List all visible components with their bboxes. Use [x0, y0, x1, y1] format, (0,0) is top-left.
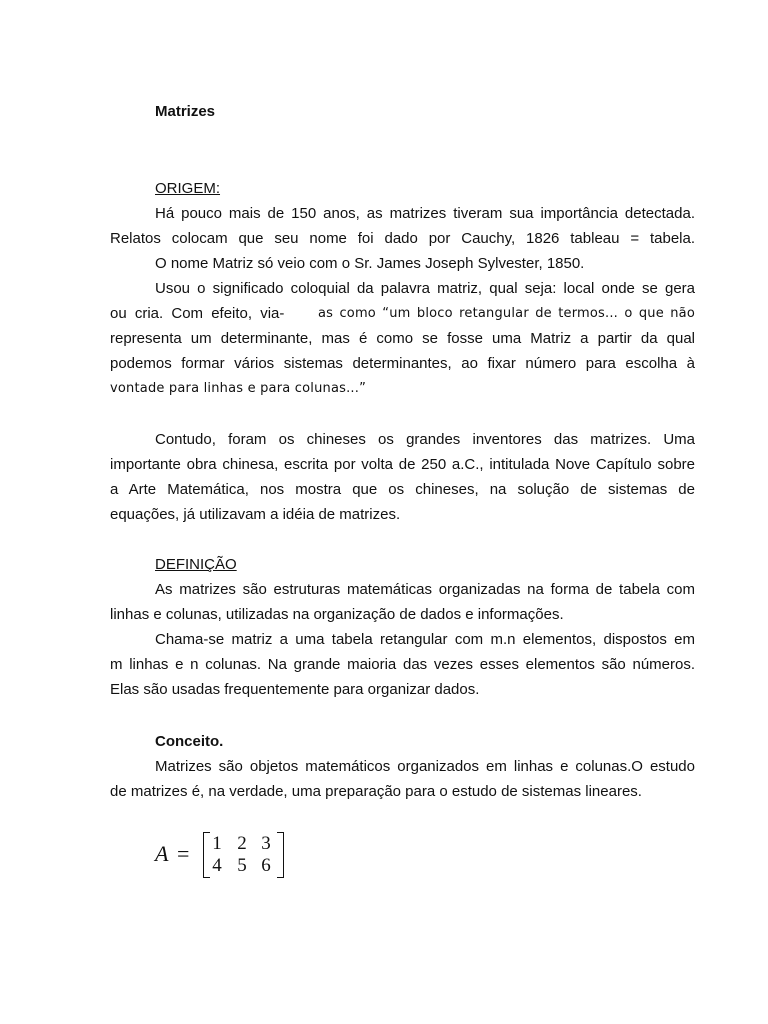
origem-text-line: a Arte Matemática, nos mostra que os chineses, na solução de sistemas de [110, 481, 695, 498]
matrix-name: A [155, 841, 169, 866]
origem-text-line: podemos formar vários sistemas determinantes, ao fixar número para escolha à [110, 355, 695, 372]
definicao-heading: DEFINIÇÃO [155, 556, 237, 573]
matrix-cell: 1 [212, 833, 222, 854]
origem-heading: ORIGEM: [155, 180, 221, 197]
conceito-text-line: Matrizes são objetos matemáticos organizados em linhas e colunas.O estudo [155, 758, 695, 775]
definicao-text-line: Chama-se matriz a uma tabela retangular com m.n elementos, dispostos em [155, 631, 695, 648]
matrix-cell: 6 [261, 855, 271, 876]
matrix-cell: 4 [212, 855, 222, 876]
definicao-text-line: As matrizes são estruturas matemáticas organizadas na forma de tabela com [155, 581, 695, 598]
origem-text-line: Contudo, foram os chineses os grandes inventores das matrizes. Uma [155, 431, 695, 448]
definicao-text-line: Elas são usadas frequentemente para organizar dados. [110, 681, 480, 698]
matrix-cell: 5 [237, 855, 247, 876]
origem-text-line: importante obra chinesa, escrita por volta de 250 a.C., intitulada Nove Capítulo sobre [110, 456, 695, 473]
origem-text-line: Relatos colocam que seu nome foi dado por Cauchy, 1826 tableau = tabela. [110, 230, 695, 247]
origem-quote-segment: as como “um bloco retangular de termos... o que não [317, 306, 695, 321]
document-title: Matrizes [155, 103, 216, 120]
origem-text-line [110, 301, 695, 326]
matrix-cell: 3 [261, 833, 271, 854]
definicao-text-line: m linhas e n colunas. Na grande maioria das vezes esses elementos são números. [110, 656, 695, 673]
matrix-equation [155, 830, 315, 878]
origem-quote-line: vontade para linhas e para colunas...” [110, 381, 367, 396]
origem-text-line: equações, já utilizavam a idéia de matrizes. [110, 506, 401, 523]
conceito-text-line: de matrizes é, na verdade, uma preparação para o estudo de sistemas lineares. [110, 783, 642, 800]
definicao-text-line: linhas e colunas, utilizadas na organização de dados e informações. [110, 606, 564, 623]
matrix-equals-sign: = [177, 841, 190, 866]
conceito-heading: Conceito. [155, 733, 224, 750]
origem-text-line: Usou o significado coloquial da palavra matriz, qual seja: local onde se gera [155, 280, 695, 297]
origem-text-line: representa um determinante, mas é como se fosse uma Matriz a partir da qual [110, 330, 695, 347]
origem-text-line: Há pouco mais de 150 anos, as matrizes tiveram sua importância detectada. [155, 205, 695, 222]
matrix-cell: 2 [237, 833, 247, 854]
origem-text-segment: ou cria. Com efeito, via- [110, 305, 285, 322]
origem-text-line: O nome Matriz só veio com o Sr. James Joseph Sylvester, 1850. [155, 255, 585, 272]
matrix-right-bracket [277, 832, 284, 878]
